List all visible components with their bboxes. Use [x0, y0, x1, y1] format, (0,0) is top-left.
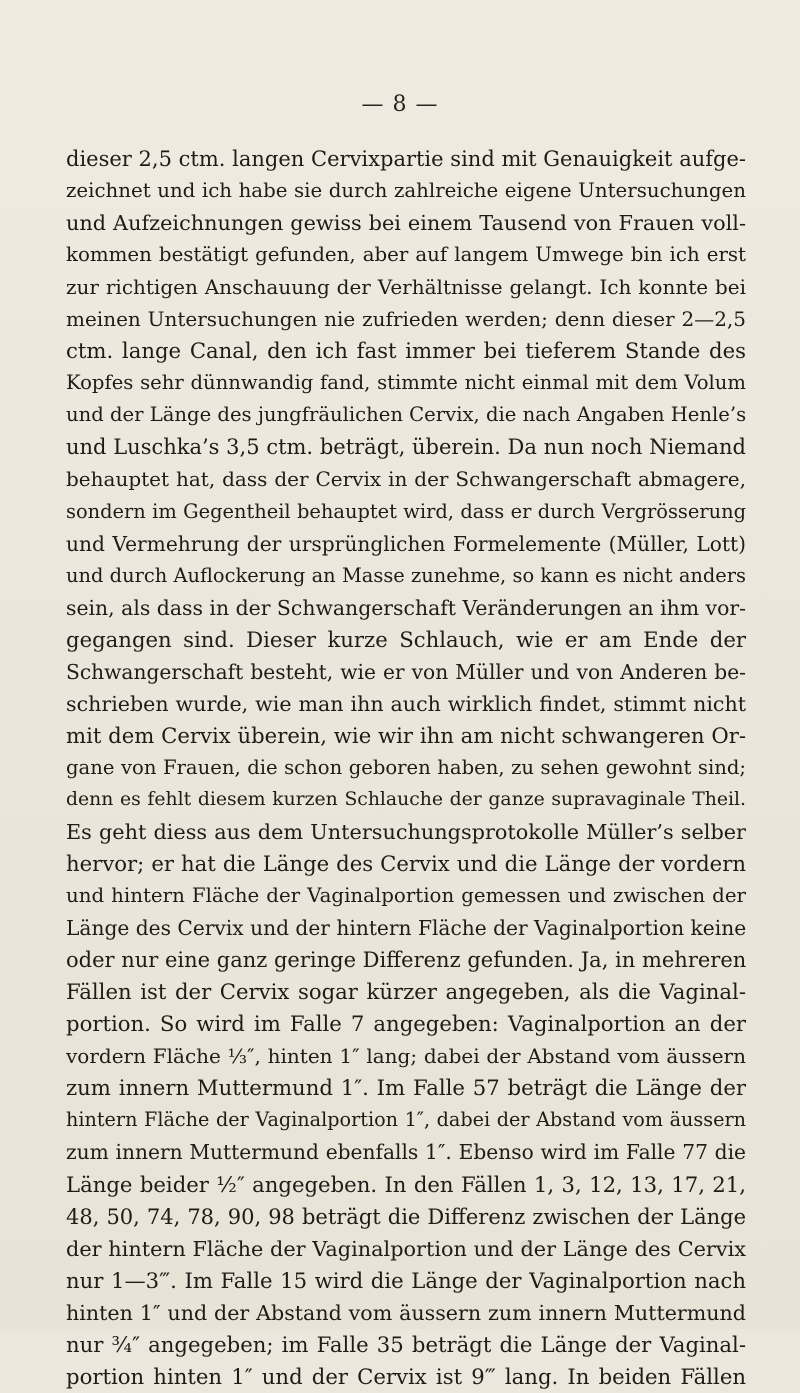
text-line: zeichnet und ich habe sie durch zahlreiche eigene Untersuchungen [66, 179, 746, 203]
text-line: mit dem Cervix überein, wie wir ihn am nicht schwangeren Or- [66, 722, 746, 748]
body-text [66, 143, 746, 1393]
text-line: und Luschka’s 3,5 ctm. beträgt, überein. Da nun noch Niemand [66, 435, 746, 460]
text-line: Länge beider ½″ angegeben. In den Fällen 1, 3, 12, 13, 17, 21, [66, 1171, 746, 1197]
page-number: — 8 — [361, 92, 439, 117]
text-line: Kopfes sehr dünnwandig fand, stimmte nicht einmal mit dem Volum [66, 371, 746, 395]
text-line: und Vermehrung der ursprünglichen Formelemente (Müller, Lott) [66, 531, 746, 556]
text-line: zum innern Muttermund 1″. Im Falle 57 beträgt die Länge der [66, 1075, 746, 1101]
text-line: der hintern Fläche der Vaginalportion und der Länge des Cervix [66, 1236, 746, 1261]
text-line: meinen Untersuchungen nie zufrieden werden; denn dieser 2—2,5 [66, 307, 746, 332]
text-line: Länge des Cervix und der hintern Fläche der Vaginalportion keine [66, 916, 746, 941]
text-line: gane von Frauen, die schon geboren haben, zu sehen gewohnt sind; [66, 755, 746, 779]
text-line: 48, 50, 74, 78, 90, 98 beträgt die Differenz zwischen der Länge [66, 1204, 746, 1229]
text-line: Schwangerschaft besteht, wie er von Müller und von Anderen be- [66, 659, 746, 684]
text-line: nur ¾″ angegeben; im Falle 35 beträgt die Länge der Vaginal- [66, 1331, 746, 1357]
text-line: Es geht diess aus dem Untersuchungsprotokolle Müller’s selber [66, 819, 746, 844]
text-line: und Aufzeichnungen gewiss bei einem Tausend von Frauen voll- [66, 211, 746, 236]
text-line: behauptet hat, dass der Cervix in der Schwangerschaft abmagere, [66, 467, 746, 492]
text-line: portion hinten 1″ und der Cervix ist 9‴ lang. In beiden Fällen [66, 1363, 746, 1389]
text-line: hinten 1″ und der Abstand vom äussern zum innern Muttermund [66, 1300, 746, 1325]
text-line: und durch Auflockerung an Masse zunehme, so kann es nicht anders [66, 563, 746, 587]
text-line: sondern im Gegentheil behauptet wird, dass er durch Vergrösserung [66, 499, 746, 523]
text-line: denn es fehlt diesem kurzen Schlauche der ganze supravaginale Theil. [66, 788, 746, 810]
text-line: hervor; er hat die Länge des Cervix und die Länge der vordern [66, 851, 746, 877]
text-line: hintern Fläche der Vaginalportion 1″, dabei der Abstand vom äussern [66, 1108, 746, 1132]
text-line: und hintern Fläche der Vaginalportion gemessen und zwischen der [66, 884, 746, 908]
text-line: ctm. lange Canal, den ich fast immer bei tieferem Stande des [66, 338, 746, 364]
text-line: zur richtigen Anschauung der Verhältnisse gelangt. Ich konnte bei [66, 275, 746, 300]
text-line: schrieben wurde, wie man ihn auch wirklich findet, stimmt nicht [66, 691, 746, 716]
text-line: oder nur eine ganz geringe Differenz gefunden. Ja, in mehreren [66, 948, 746, 973]
text-line: nur 1—3‴. Im Falle 15 wird die Länge der Vaginalportion nach [66, 1267, 746, 1293]
text-line: zum innern Muttermund ebenfalls 1″. Ebenso wird im Falle 77 die [66, 1140, 746, 1165]
text-line: kommen bestätigt gefunden, aber auf langem Umwege bin ich erst [66, 243, 746, 267]
text-line: sein, als dass in der Schwangerschaft Veränderungen an ihm vor- [66, 595, 746, 620]
text-line: Fällen ist der Cervix sogar kürzer angegeben, als die Vaginal- [66, 979, 746, 1005]
text-line: und der Länge des jungfräulichen Cervix, die nach Angaben Henle’s [66, 403, 746, 427]
text-line: gegangen sind. Dieser kurze Schlauch, wie er am Ende der [66, 626, 746, 652]
text-line: portion. So wird im Falle 7 angegeben: Vaginalportion an der [66, 1011, 746, 1037]
text-line: dieser 2,5 ctm. langen Cervixpartie sind mit Genauigkeit aufge- [66, 147, 746, 171]
text-line: vordern Fläche ⅓″, hinten 1″ lang; dabei der Abstand vom äussern [66, 1044, 746, 1069]
